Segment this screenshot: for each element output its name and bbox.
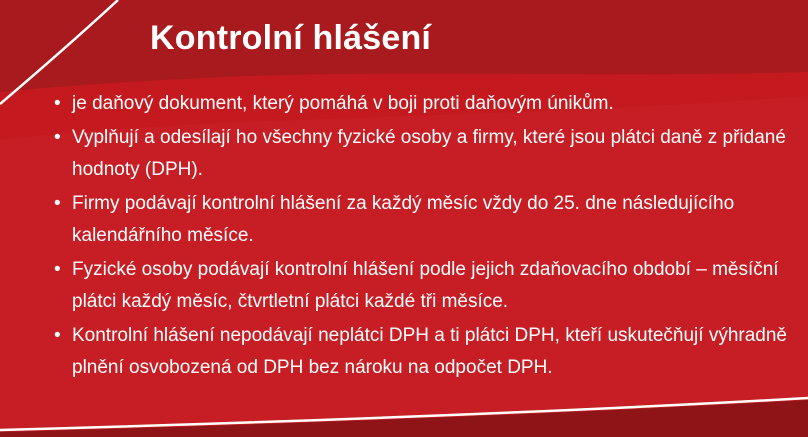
bullet-item (52, 88, 792, 121)
bullet-item (52, 254, 792, 319)
bullet-item (52, 122, 792, 187)
bullet-text: je daňový dokument, který pomáhá v boji proti daňovým únikům. (72, 93, 614, 114)
slide-title: Kontrolní hlášení (150, 19, 432, 57)
bullet-dot-icon: • (54, 324, 61, 346)
bullet-dot-icon: • (54, 126, 61, 148)
bullet-text: Kontrolní hlášení nepodávají neplátci DPH a ti plátci DPH, kteří uskutečňují výhradně plnění osvobozená od DPH bez nároku na odpočet DPH. (72, 324, 787, 378)
bullet-list (52, 88, 792, 386)
bullet-item (52, 320, 792, 385)
bullet-dot-icon: • (54, 192, 61, 214)
bullet-dot-icon: • (54, 258, 61, 280)
bullet-item (52, 188, 792, 253)
bullet-text: Vyplňují a odesílají ho všechny fyzické osoby a firmy, které jsou plátci daně z přidané hodnoty (DPH). (72, 126, 786, 180)
bullet-text: Firmy podávají kontrolní hlášení za každý měsíc vždy do 25. dne následujícího kalendářního měsíce. (72, 192, 735, 246)
bullet-text: Fyzické osoby podávají kontrolní hlášení podle jejich zdaňovacího období – měsíční plátci každý měsíc, čtvrtletní plátci každé tři měsíce. (72, 258, 779, 312)
bullet-dot-icon: • (54, 93, 61, 114)
